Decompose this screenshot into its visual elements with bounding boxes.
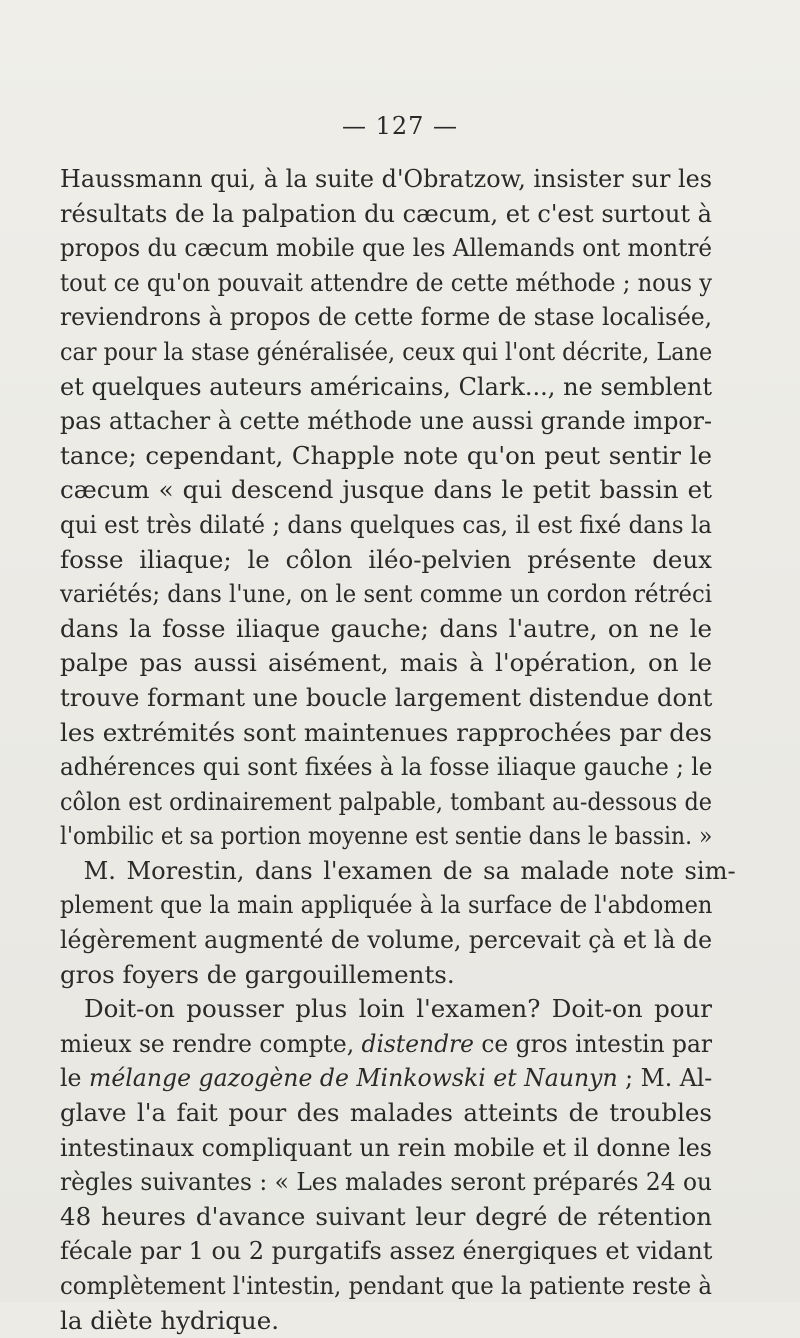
body-text [60,162,736,1338]
text-line: pas attacher à cette méthode une aussi grande impor- [60,406,713,436]
text-line [60,1061,712,1096]
text-line: plement que la main appliquée à la surface de l'abdomen [60,890,713,920]
text-line: côlon est ordinairement palpable, tombant au-dessous de [60,786,713,816]
text-line: fécale par 1 ou 2 purgatifs assez énergiques et vidant [60,1236,713,1266]
text-line: résultats de la palpation du cæcum, et c'est surtout à [60,198,712,228]
text-line: intestinaux compliquant un rein mobile et il donne les [60,1132,712,1162]
text-line: règles suivantes : « Les malades seront préparés 24 ou [60,1167,712,1197]
text-line: reviendrons à propos de cette forme de stase localisée, [60,302,713,332]
text-line: Haussmann qui, à la suite d'Obratzow, insister sur les [60,164,713,193]
text-line [60,1027,712,1062]
italic-term: distendre [361,1028,474,1058]
text-line: car pour la stase généralisée, ceux qui l'ont décrite, Lane [60,336,713,366]
text-line: qui est très dilaté ; dans quelques cas, il est fixé dans la [60,509,712,539]
text-line: glave l'a fait pour des malades atteints de troubles [60,1098,712,1128]
text-line: adhérences qui sont fixées à la fosse iliaque gauche ; le [60,752,713,782]
text-line: complètement l'intestin, pendant que la patiente reste à [60,1271,713,1300]
text-line: gros foyers de gargouillements. [60,959,455,989]
line-segment: mieux se rendre compte, [60,1028,362,1058]
text-line: et quelques auteurs américains, Clark..., ne semblent [60,371,713,401]
text-line: légèrement augmenté de volume, percevait çà et là de [60,925,713,955]
paragraph-start-line: M. Morestin, dans l'examen de sa malade note sim- [83,855,736,885]
text-line: cæcum « qui descend jusque dans le petit bassin et [60,475,712,505]
text-line: trouve formant une boucle largement distendue dont [60,682,713,712]
text-line: les extrémités sont maintenues rapprochées par des [60,717,712,747]
line-segment: ; M. Al- [617,1063,713,1093]
text-line: 48 heures d'avance suivant leur degré de rétention [60,1201,712,1231]
text-line: la diète hydrique. [60,1305,279,1335]
italic-term: mélange gazogène de Minkowski et Naunyn [88,1063,618,1093]
line-segment: le [60,1063,89,1093]
text-line: tance; cependant, Chapple note qu'on peut sentir le [60,440,712,470]
text-line: l'ombilic et sa portion moyenne est sentie dans le bassin. » [60,821,713,851]
text-line: variétés; dans l'une, on le sent comme un cordon rétréci [60,579,713,609]
text-line: dans la fosse iliaque gauche; dans l'autre, on ne le [60,613,712,643]
text-line: palpe pas aussi aisément, mais à l'opération, on le [60,648,712,678]
page-number: — 127 — [341,112,459,140]
line-segment: ce gros intestin par [473,1028,712,1058]
paragraph-start-line: Doit-on pousser plus loin l'examen? Doit-on pour [84,994,712,1024]
text-line: propos du cæcum mobile que les Allemands ont montré [60,233,713,263]
text-line: fosse iliaque; le côlon iléo-pelvien présente deux [60,544,712,574]
text-line: tout ce qu'on pouvait attendre de cette méthode ; nous y [60,267,712,297]
